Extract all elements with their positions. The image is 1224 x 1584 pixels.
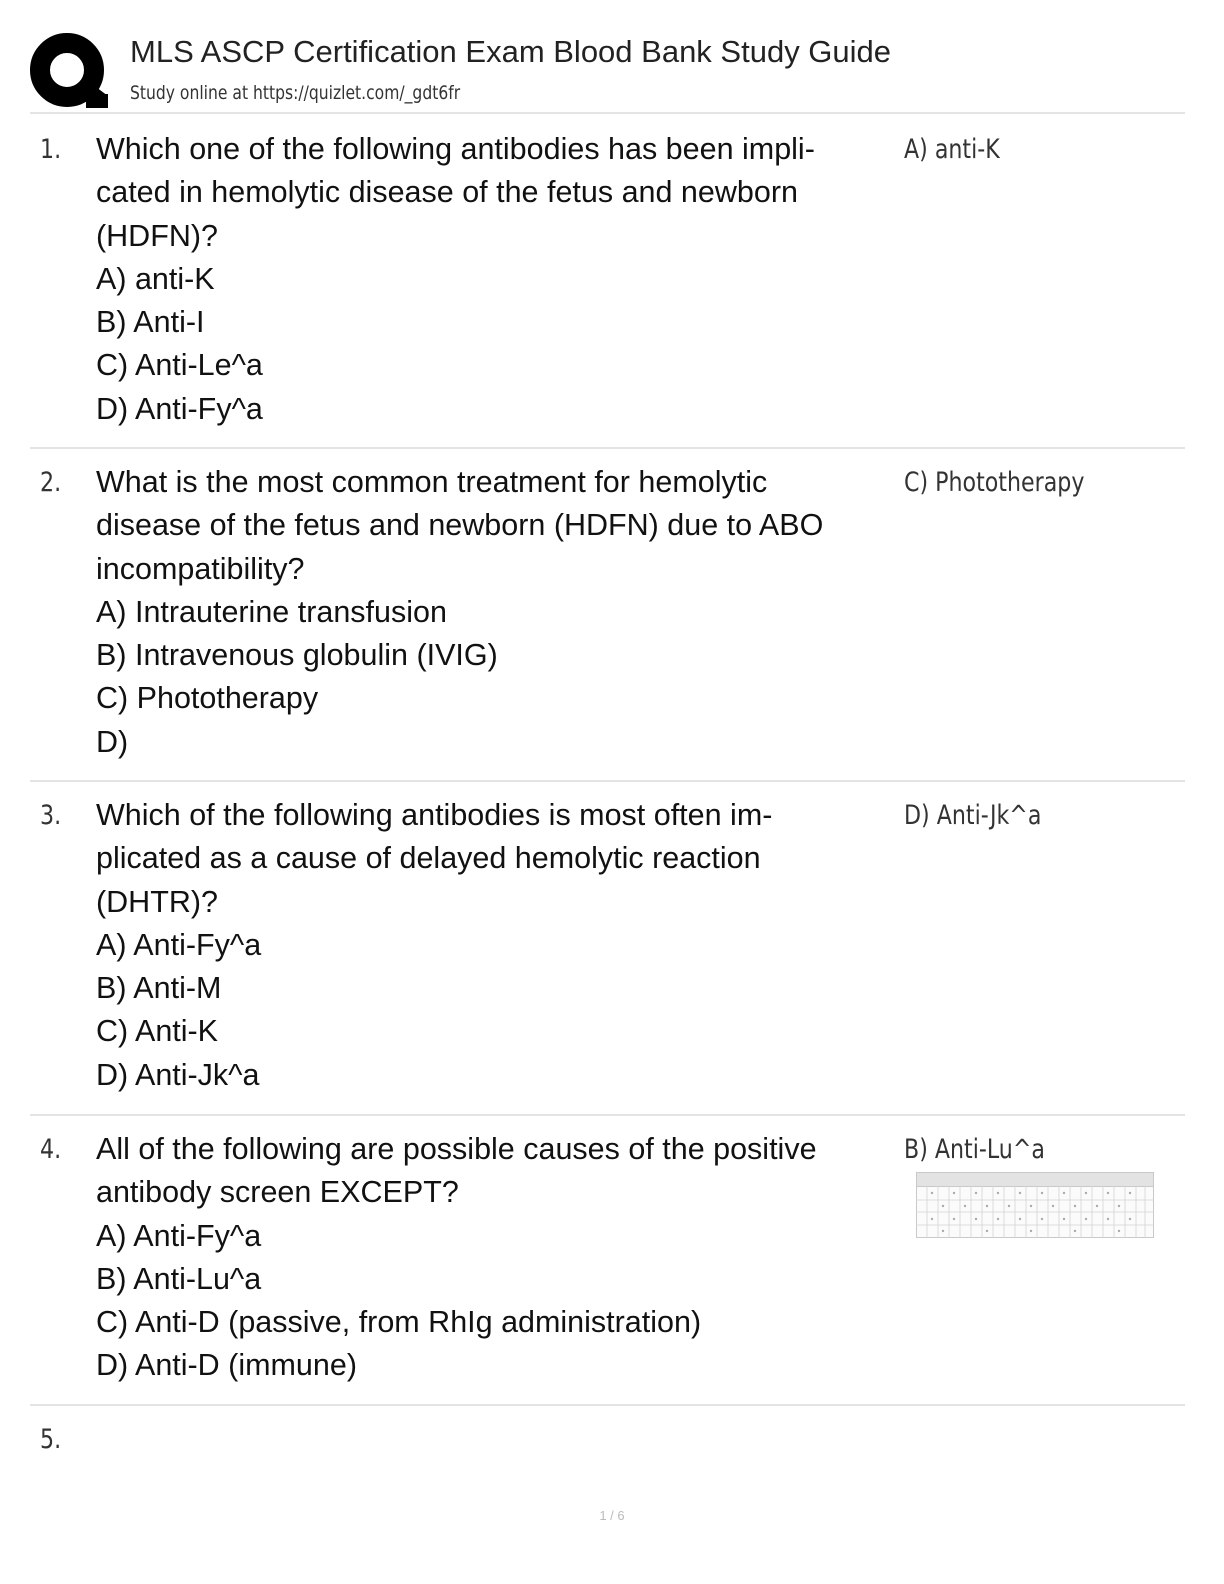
choice-d: D) Anti-Fy^a <box>96 391 263 426</box>
question-line: antibody screen EXCEPT? <box>96 1175 459 1210</box>
question-text <box>96 128 896 431</box>
question-card-4 <box>30 1116 1185 1406</box>
quizlet-logo-icon <box>30 32 108 112</box>
choice-c: C) Anti-Le^a <box>96 348 263 383</box>
question-number: 1. <box>40 134 62 165</box>
question-line: (DHTR)? <box>96 884 218 919</box>
document-header <box>30 28 1185 114</box>
antigram-table-image[interactable] <box>916 1172 1154 1238</box>
answer-text: A) anti-K <box>904 134 1000 165</box>
study-online-link[interactable]: Study online at https://quizlet.com/_gdt6fr <box>130 82 461 104</box>
question-card-3 <box>30 782 1185 1116</box>
choice-a: A) anti-K <box>96 261 215 296</box>
question-card-5 <box>30 1406 1185 1486</box>
question-line: cated in hemolytic disease of the fetus and newborn <box>96 175 798 210</box>
question-text <box>96 1128 896 1388</box>
choice-c: C) Anti-D (passive, from RhIg administration) <box>96 1305 702 1340</box>
choice-b: B) Intravenous globulin (IVIG) <box>96 638 498 673</box>
question-card-1 <box>30 116 1185 449</box>
question-line: Which of the following antibodies is most often im- <box>96 798 773 832</box>
question-text <box>96 461 896 764</box>
question-line: Which one of the following antibodies has been impli- <box>96 132 815 166</box>
choice-d: D) <box>96 724 129 759</box>
question-number: 5. <box>40 1424 62 1455</box>
question-line: What is the most common treatment for hemolytic <box>96 465 768 499</box>
question-line: (HDFN)? <box>96 218 218 253</box>
choice-c: C) Phototherapy <box>96 681 319 716</box>
choice-a: A) Intrauterine transfusion <box>96 594 447 629</box>
question-card-2 <box>30 449 1185 782</box>
answer-text: D) Anti-Jk^a <box>904 800 1042 831</box>
question-number: 2. <box>40 467 62 498</box>
page-title: MLS ASCP Certification Exam Blood Bank Study Guide <box>130 34 892 69</box>
question-number: 4. <box>40 1134 62 1165</box>
choice-b: B) Anti-Lu^a <box>96 1261 262 1296</box>
choice-b: B) Anti-M <box>96 971 222 1006</box>
choice-a: A) Anti-Fy^a <box>96 927 262 962</box>
question-text <box>96 794 896 1097</box>
choice-a: A) Anti-Fy^a <box>96 1218 262 1253</box>
choice-d: D) Anti-D (immune) <box>96 1348 357 1383</box>
page-indicator: 1 / 6 <box>599 1508 625 1523</box>
choice-d: D) Anti-Jk^a <box>96 1057 260 1092</box>
question-line: incompatibility? <box>96 551 305 586</box>
question-line: plicated as a cause of delayed hemolytic reaction <box>96 841 761 876</box>
choice-c: C) Anti-K <box>96 1014 219 1049</box>
question-line: disease of the fetus and newborn (HDFN) due to ABO <box>96 508 824 543</box>
choice-b: B) Anti-I <box>96 305 205 340</box>
answer-text: C) Phototherapy <box>904 467 1085 498</box>
question-number: 3. <box>40 800 62 831</box>
question-line: All of the following are possible causes of the positive <box>96 1132 817 1166</box>
answer-text: B) Anti-Lu^a <box>904 1134 1045 1165</box>
